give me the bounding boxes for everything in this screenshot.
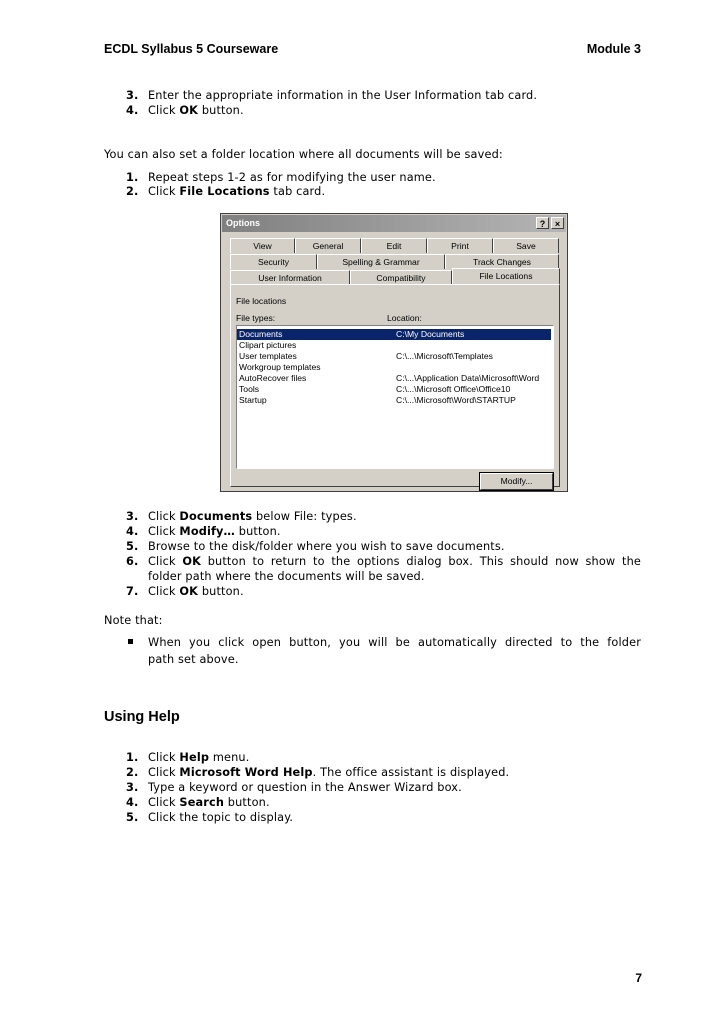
location-header: Location: [387, 313, 422, 323]
tab-general[interactable]: General [295, 238, 361, 253]
list-row[interactable]: Clipart pictures [239, 340, 297, 350]
step-number: 5. [126, 811, 139, 824]
step-number: 2. [126, 766, 139, 779]
note-label: Note that: [104, 614, 163, 627]
modify-button[interactable]: Modify... [480, 473, 553, 490]
list-row[interactable]: User templates C:\...\Microsoft\Templates [239, 351, 493, 361]
step-number: 7. [126, 585, 139, 598]
file-types-header: File types: [236, 313, 276, 323]
tab-user-information[interactable]: User Information [230, 270, 350, 285]
step-text: Click Modify… button. [148, 525, 281, 538]
close-button[interactable]: × [551, 217, 564, 229]
tab-print[interactable]: Print [427, 238, 493, 253]
step-number: 6. [126, 555, 139, 568]
dialog-titlebar [222, 215, 566, 232]
list-row[interactable]: AutoRecover files C:\...\Application Data\Microsoft\Word [239, 373, 540, 383]
step-number: 3. [126, 89, 139, 102]
step-text: Type a keyword or question in the Answer Wizard box. [148, 781, 462, 794]
section-title: Using Help [104, 709, 180, 725]
bullet-text: When you click open button, you will be automatically directed to the folder [148, 636, 641, 649]
step-number: 4. [126, 525, 139, 538]
step-text: Click Documents below File: types. [148, 510, 357, 523]
tab-save[interactable]: Save [493, 238, 559, 253]
step-text: Repeat steps 1-2 as for modifying the user name. [148, 171, 436, 184]
list-row[interactable]: Workgroup templates [239, 362, 321, 372]
dialog-title: Options [226, 218, 260, 228]
group-label: File locations [236, 296, 287, 306]
help-button[interactable]: ? [536, 217, 549, 229]
tab-track-changes[interactable]: Track Changes [445, 254, 559, 269]
step-number: 4. [126, 104, 139, 117]
step-number: 4. [126, 796, 139, 809]
step-text: Click OK button. [148, 104, 244, 117]
tab-compatibility[interactable]: Compatibility [350, 270, 452, 285]
step-text-continued: folder path where the documents will be saved. [148, 570, 425, 583]
page-number: 7 [635, 971, 642, 985]
step-number: 1. [126, 751, 139, 764]
file-locations-list[interactable] [236, 325, 554, 469]
list-row[interactable]: Startup C:\...\Microsoft\Word\STARTUP [239, 395, 516, 405]
tab-edit[interactable]: Edit [361, 238, 427, 253]
step-text: Enter the appropriate information in the User Information tab card. [148, 89, 538, 102]
list-row-documents[interactable]: Documents C:\My Documents [237, 329, 551, 340]
step-number: 3. [126, 781, 139, 794]
header-module: Module 3 [586, 42, 641, 56]
step-text: Click Help menu. [148, 751, 250, 764]
step-number: 3. [126, 510, 139, 523]
folder-location-paragraph: You can also set a folder location where all documents will be saved: [104, 148, 503, 161]
step-text: Click the topic to display. [148, 811, 294, 824]
step-number: 5. [126, 540, 139, 553]
tab-file-locations[interactable]: File Locations [452, 268, 560, 285]
step-number: 1. [126, 171, 139, 184]
step-text: Click OK button to return to the options dialog box. This should now show the [148, 555, 641, 568]
step-number: 2. [126, 185, 139, 198]
step-text: Click Microsoft Word Help. The office assistant is displayed. [148, 766, 510, 779]
tab-spelling-grammar[interactable]: Spelling & Grammar [317, 254, 445, 269]
bullet-marker [128, 639, 133, 644]
list-row[interactable]: Tools C:\...\Microsoft Office\Office10 [239, 384, 511, 394]
step-text: Click Search button. [148, 796, 270, 809]
options-dialog [220, 213, 568, 492]
step-text: Browse to the disk/folder where you wish to save documents. [148, 540, 505, 553]
tab-security[interactable]: Security [230, 254, 317, 269]
tab-view[interactable]: View [230, 238, 295, 253]
step-text: Click OK button. [148, 585, 244, 598]
bullet-text-continued: path set above. [148, 653, 239, 666]
step-text: Click File Locations tab card. [148, 185, 326, 198]
header-title: ECDL Syllabus 5 Courseware [104, 42, 279, 56]
